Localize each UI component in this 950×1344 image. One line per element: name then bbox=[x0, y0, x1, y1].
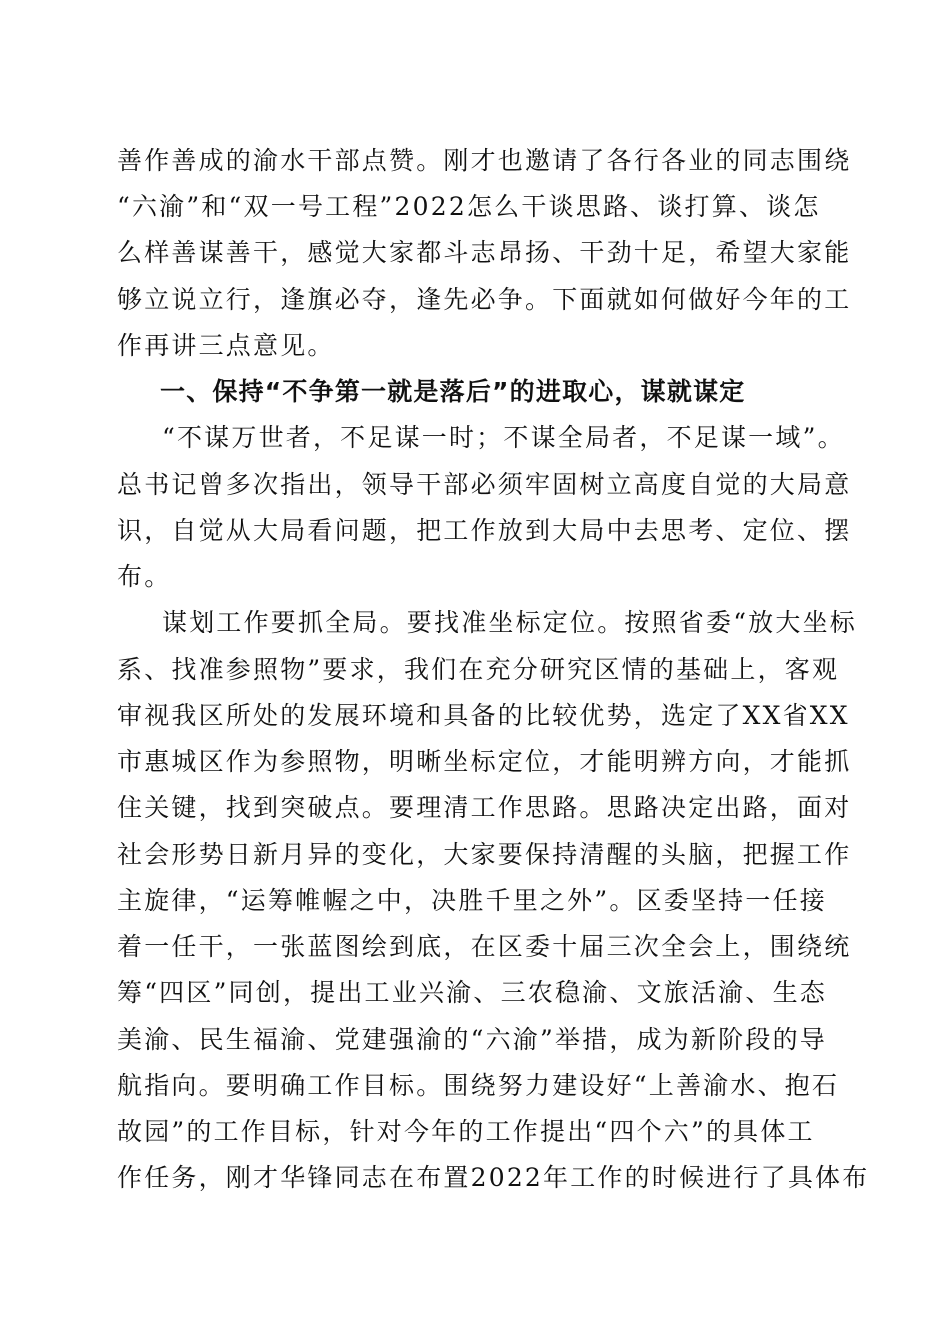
text-line: “六渝”和“双一号工程”2022怎么干谈思路、谈打算、谈怎 bbox=[117, 192, 821, 221]
text-line: 识，自觉从大局看问题，把工作放到大局中去思考、定位、摆 bbox=[117, 516, 852, 545]
text-line: 着一任干，一张蓝图绘到底，在区委十届三次全会上，围绕统 bbox=[117, 932, 852, 961]
text-line: 总书记曾多次指出，领导干部必须牢固树立高度自觉的大局意 bbox=[117, 470, 852, 499]
text-line: 主旋律，“运筹帷幄之中，决胜千里之外”。区委坚持一任接 bbox=[117, 886, 827, 915]
text-line: 美渝、民生福渝、党建强渝的“六渝”举措，成为新阶段的导 bbox=[117, 1025, 827, 1054]
text-line: 作任务，刚才华锋同志在布置2022年工作的时候进行了具体布 bbox=[117, 1163, 870, 1192]
text-line: 市惠城区作为参照物，明晰坐标定位，才能明辨方向，才能抓 bbox=[117, 747, 852, 776]
text-line: 社会形势日新月异的变化，大家要保持清醒的头脑，把握工作 bbox=[117, 840, 852, 869]
text-line: 够立说立行，逢旗必夺，逢先必争。下面就如何做好今年的工 bbox=[117, 285, 852, 314]
text-line: 布。 bbox=[117, 562, 172, 591]
text-line: 故园”的工作目标，针对今年的工作提出“四个六”的具体工 bbox=[117, 1117, 815, 1146]
text-line: 住关键，找到突破点。要理清工作思路。思路决定出路，面对 bbox=[117, 793, 852, 822]
text-line: 航指向。要明确工作目标。围绕努力建设好“上善渝水、抱石 bbox=[117, 1071, 840, 1100]
text-line: 审视我区所处的发展环境和具备的比较优势，选定了XX省XX bbox=[117, 701, 850, 730]
text-line: 么样善谋善干，感觉大家都斗志昂扬、干劲十足，希望大家能 bbox=[117, 238, 852, 267]
text-line: 善作善成的渝水干部点赞。刚才也邀请了各行各业的同志围绕 bbox=[117, 146, 852, 175]
text-line: 作再讲三点意见。 bbox=[117, 331, 335, 360]
text-line: “不谋万世者，不足谋一时；不谋全局者，不足谋一域”。 bbox=[162, 423, 845, 452]
text-line: 谋划工作要抓全局。要找准坐标定位。按照省委“放大坐标 bbox=[162, 608, 857, 637]
text-line: 筹“四区”同创，提出工业兴渝、三农稳渝、文旅活渝、生态 bbox=[117, 978, 827, 1007]
text-line: 系、找准参照物”要求，我们在充分研究区情的基础上，客观 bbox=[117, 655, 840, 684]
section-heading: 一、保持“不争第一就是落后”的进取心，谋就谋定 bbox=[160, 377, 746, 406]
